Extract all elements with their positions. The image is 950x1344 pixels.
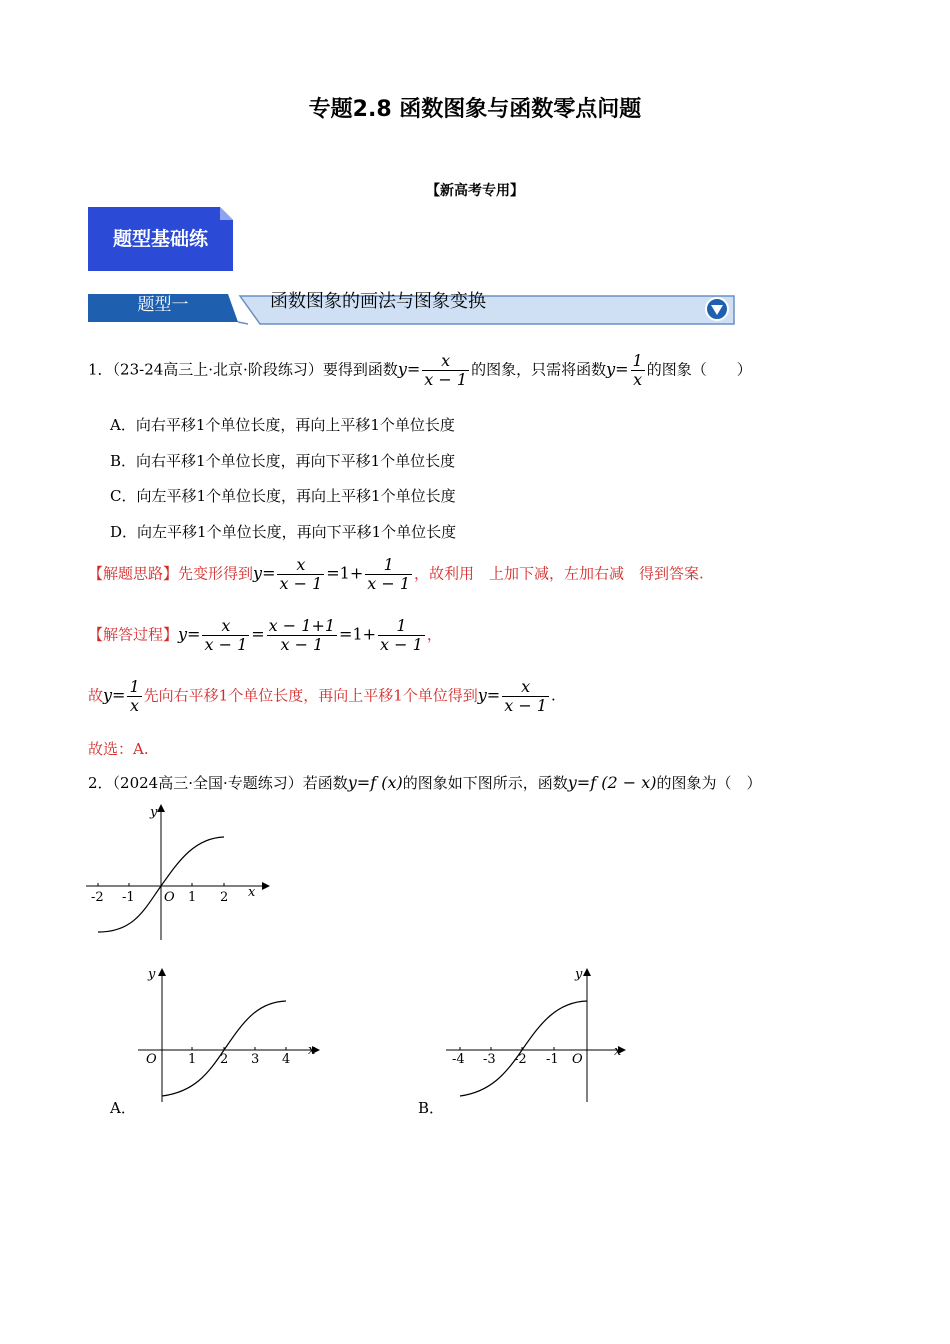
question-2-stem <box>88 772 761 793</box>
numerator: 1 <box>129 677 140 696</box>
denominator: x <box>631 370 645 389</box>
section-heading: 函数图象的画法与图象变换 <box>270 291 486 312</box>
y-equals: y= <box>178 624 201 644</box>
question-2-number: 2． <box>88 774 113 792</box>
fraction <box>202 617 249 654</box>
denominator: x − 1 <box>504 696 547 715</box>
tick-label: -2 <box>514 1052 527 1067</box>
fraction <box>267 617 337 654</box>
section-header <box>88 291 738 326</box>
fraction <box>127 678 141 715</box>
badge-label: 题型基础练 <box>112 228 208 250</box>
fraction-1-over-x <box>631 352 645 389</box>
tick-label: 1 <box>188 890 197 905</box>
answer: 故选：A. <box>88 740 149 758</box>
solution-process <box>88 617 442 654</box>
numerator: 1 <box>383 555 394 574</box>
origin-label: O <box>164 890 175 905</box>
function-f-x: y=f (x) <box>347 773 403 792</box>
graph-option-b[interactable] <box>442 964 632 1106</box>
numerator: x <box>296 555 306 574</box>
equals-one-plus: =1+ <box>339 624 377 644</box>
y-equals: y= <box>606 359 629 379</box>
y-axis-label: y <box>148 967 156 982</box>
numerator: x − 1+1 <box>268 616 336 635</box>
denominator: x − 1 <box>424 370 468 389</box>
denominator: x − 1 <box>279 574 323 593</box>
section-left-label: 题型一 <box>137 295 189 315</box>
option-c[interactable]: C．向左平移1个单位长度，再向上平移1个单位长度 <box>110 487 456 505</box>
tick-label: 1 <box>188 1052 197 1067</box>
y-equals: y= <box>397 359 421 379</box>
tick-label: 4 <box>282 1052 291 1067</box>
conclusion-mid: 先向右平移1个单位长度，再向上平移1个单位得到 <box>143 686 478 705</box>
solution-idea-post: ，故利用 上加下减，左加右减 得到答案. <box>414 564 704 583</box>
denominator: x − 1 <box>380 635 423 654</box>
numerator: 1 <box>396 616 407 635</box>
numerator: 1 <box>632 351 643 370</box>
y-equals: y= <box>253 563 276 583</box>
question-1-mid: 的图象，只需将函数 <box>471 360 607 379</box>
function-f-2-minus-x: y=f (2 − x) <box>567 773 657 792</box>
solution-conclusion <box>88 678 556 715</box>
tick-label: -3 <box>483 1052 496 1067</box>
solution-idea-pre: 先变形得到 <box>178 564 254 583</box>
fraction <box>502 678 549 715</box>
tick-label: -1 <box>122 890 135 905</box>
denominator: x − 1 <box>267 635 337 654</box>
tick-label: -1 <box>546 1052 559 1067</box>
option-a[interactable]: A．向右平移1个单位长度，再向上平移1个单位长度 <box>110 416 455 434</box>
question-1-number: 1． <box>88 360 113 379</box>
solution-idea <box>88 556 704 593</box>
y-axis-label: y <box>575 967 583 982</box>
comma: ， <box>426 625 442 644</box>
graph-option-a[interactable] <box>134 964 324 1106</box>
x-axis-label: x <box>248 885 256 900</box>
question-type-badge <box>88 207 233 271</box>
question-1-source: （23-24高三上·北京·阶段练习）要得到函数 <box>112 360 398 379</box>
fraction <box>277 556 324 593</box>
denominator: x − 1 <box>367 574 411 593</box>
y-axis-label: y <box>150 805 158 820</box>
tick-label: -4 <box>452 1052 465 1067</box>
fraction <box>365 556 412 593</box>
option-b[interactable]: B．向右平移1个单位长度，再向下平移1个单位长度 <box>110 452 456 470</box>
chevron-down-icon[interactable] <box>704 296 730 322</box>
page-subtitle: 【新高考专用】 <box>426 183 524 199</box>
origin-label: O <box>146 1052 157 1067</box>
equals-sign: = <box>251 624 265 644</box>
solution-idea-label: 【解题思路】 <box>88 564 179 583</box>
question-2-pre: （2024高三·全国·专题练习）若函数 <box>112 774 348 792</box>
solution-process-label: 【解答过程】 <box>88 625 179 644</box>
question-2-mid: 的图象如下图所示，函数 <box>402 774 568 792</box>
y-equals: y= <box>103 685 126 705</box>
page-title: 专题2.8 函数图象与函数零点问题 <box>308 97 642 122</box>
denominator: x <box>127 696 141 715</box>
question-2-post: 的图象为（ ） <box>656 774 762 792</box>
option-b-label[interactable]: B． <box>418 1099 445 1117</box>
option-a-label[interactable]: A． <box>110 1099 136 1117</box>
option-d[interactable]: D．向左平移1个单位长度，再向下平移1个单位长度 <box>110 523 457 541</box>
y-equals: y= <box>477 685 501 705</box>
tick-label: 2 <box>220 1052 229 1067</box>
fraction-x-over-x-minus-1 <box>422 352 469 389</box>
question-1-tail: 的图象（ ） <box>646 360 752 379</box>
numerator: x <box>441 351 451 370</box>
graph-main <box>84 800 274 945</box>
denominator: x − 1 <box>204 635 248 654</box>
tick-label: 2 <box>220 890 229 905</box>
fraction <box>378 617 425 654</box>
origin-label: O <box>572 1052 583 1067</box>
x-axis-label: x <box>614 1044 622 1059</box>
numerator: x <box>221 616 231 635</box>
period: . <box>550 686 556 705</box>
tick-label: 3 <box>251 1052 260 1067</box>
equals-one-plus: =1+ <box>326 563 364 583</box>
tick-label: -2 <box>91 890 104 905</box>
conclusion-pre: 故 <box>88 686 104 705</box>
numerator: x <box>521 677 531 696</box>
question-1-stem <box>88 352 752 389</box>
x-axis-label: x <box>308 1043 316 1058</box>
